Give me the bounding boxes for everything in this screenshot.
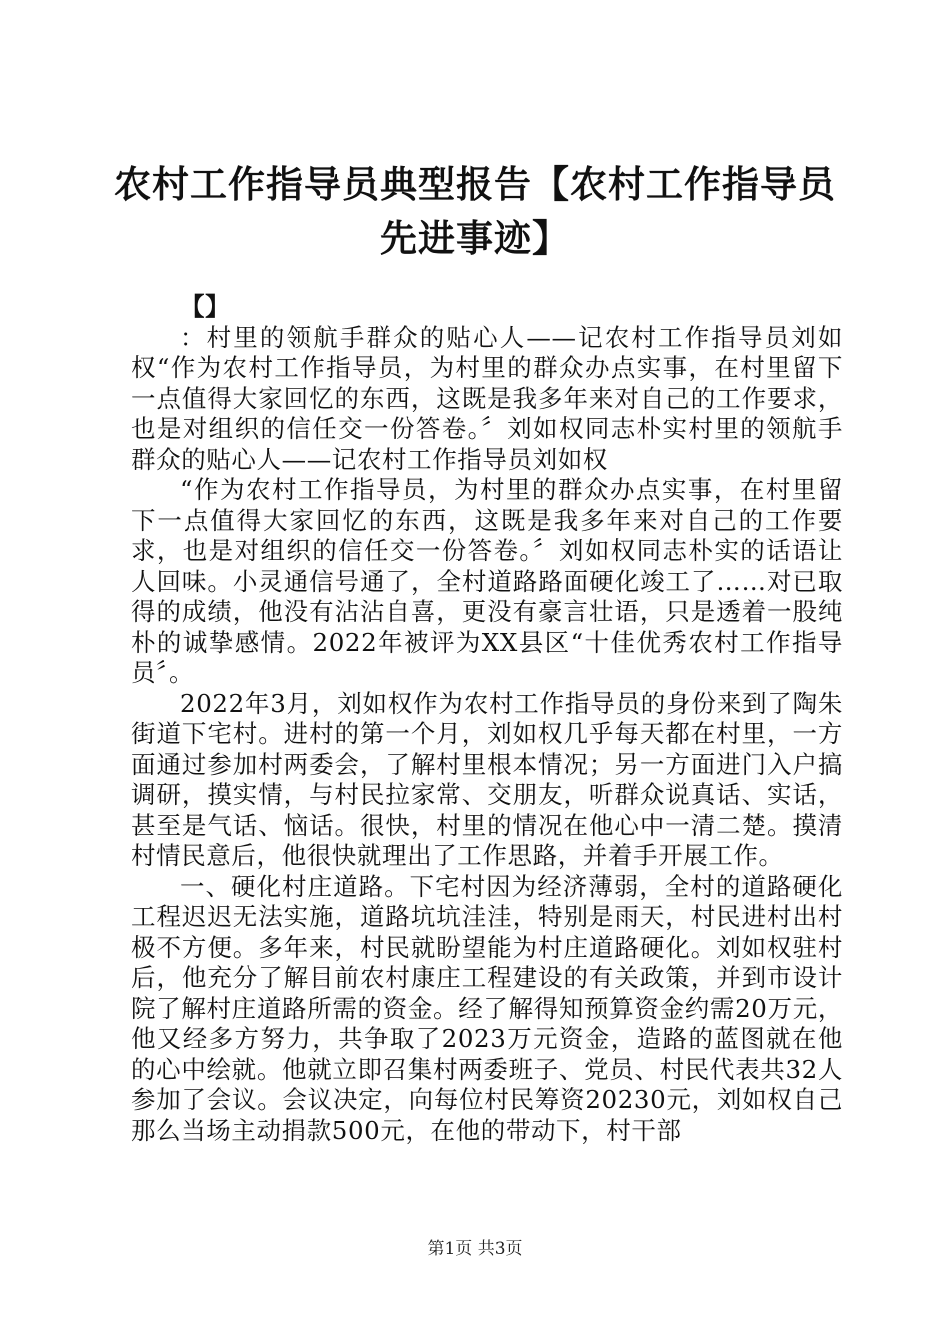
- bracket-line: 【】: [180, 292, 231, 321]
- paragraph-2: “作为农村工作指导员，为村里的群众办点实事，在村里留下一点值得大家回忆的东西，这既是我多年来对自己的工作要求，也是对组织的信任交一份答卷。〞刘如权同志朴实的话语让人回味。小灵通信号通了，全村道路路面硬化竣工了……对已取得的成绩，他没有沾沾自喜，更没有豪言壮语，只是透着一股纯朴的诚挚感情。2022年被评为XX县区“十佳优秀农村工作指导员〞。: [131, 475, 843, 687]
- page-footer: 第1页 共3页: [427, 1239, 523, 1259]
- paragraph-1: ：村里的领航手群众的贴心人——记农村工作指导员刘如权“作为农村工作指导员，为村里的群众办点实事，在村里留下一点值得大家回忆的东西，这既是我多年来对自己的工作要求，也是对组织的信任交一份答卷。〞刘如权同志朴实村里的领航手群众的贴心人——记农村工作指导员刘如权: [131, 322, 843, 474]
- paragraph-4: 一、硬化村庄道路。下宅村因为经济薄弱，全村的道路硬化工程迟迟无法实施，道路坑坑洼洼，特别是雨天，村民进村出村极不方便。多年来，村民就盼望能为村庄道路硬化。刘如权驻村后，他充分了解目前农村康庄工程建设的有关政策，并到市设计院了解村庄道路所需的资金。经了解得知预算资金约需20万元，他又经多方努力，共争取了2023万元资金，造路的蓝图就在他的心中绘就。他就立即召集村两委班子、党员、村民代表共32人参加了会议。会议决定，向每位村民筹资20230元，刘如权自己那么当场主动捐款500元，在他的带动下，村干部: [131, 871, 843, 1145]
- document-body: [131, 292, 843, 1146]
- paragraph-3: 2022年3月，刘如权作为农村工作指导员的身份来到了陶朱街道下宅村。进村的第一个月，刘如权几乎每天都在村里，一方面通过参加村两委会，了解村里根本情况；另一方面进门入户搞调研，摸实情，与村民拉家常、交朋友，听群众说真话、实话，甚至是气话、恼话。很快，村里的情况在他心中一清二楚。摸清村情民意后，他很快就理出了工作思路，并着手开展工作。: [131, 688, 843, 870]
- document-title: 农村工作指导员典型报告【农村工作指导员先进事迹】: [114, 163, 836, 260]
